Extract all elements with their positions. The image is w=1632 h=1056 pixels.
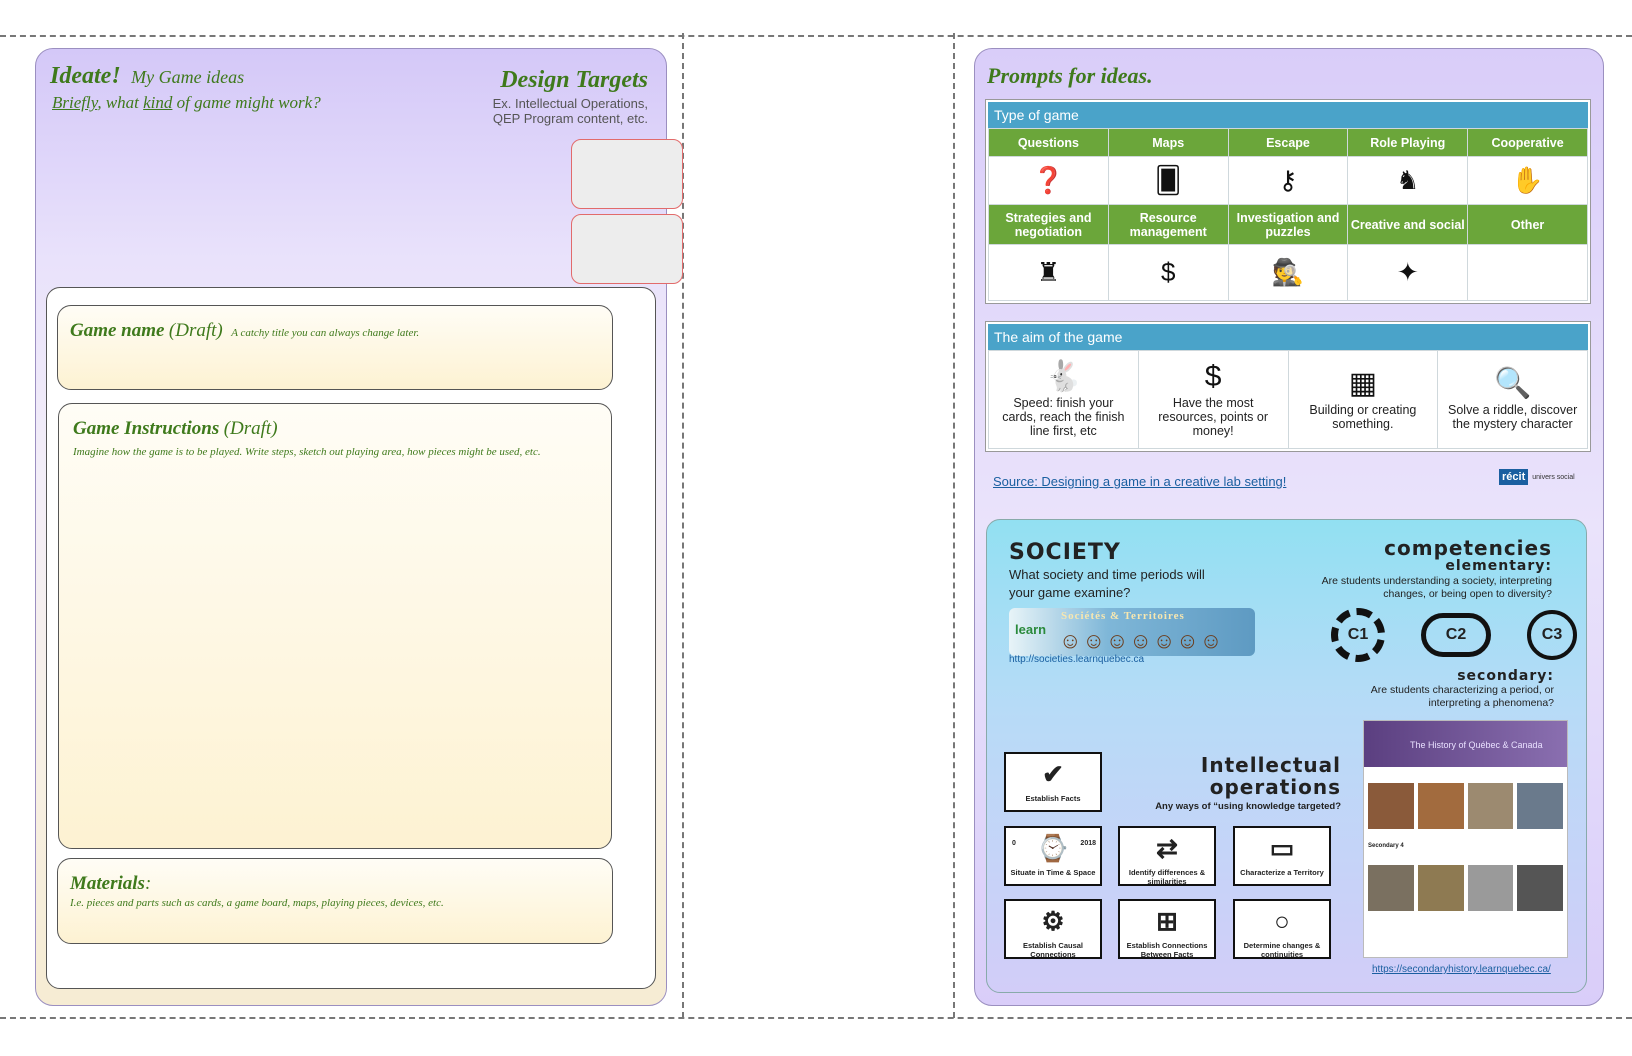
learn-logo: learn [1015,622,1047,637]
wheat-money-icon: $ [1160,257,1176,287]
type-label: Other [1468,205,1588,245]
c2-cycle-icon: C2 [1421,613,1491,657]
io-box-label: Characterize a Territory [1240,868,1324,877]
c1-gear-icon: C1 [1331,608,1385,662]
recit-logo [1499,469,1575,485]
history-url-wrap [1372,964,1551,975]
instructions-heading [73,418,278,440]
type-label: Questions [989,129,1109,157]
instructions-title: Game Instructions [73,418,220,439]
aim-cell [1138,351,1288,449]
io-box-label: Identify differences & similarities [1128,868,1206,886]
recit-logo-sub: univers social [1532,473,1575,481]
kind-text: kind [143,93,173,112]
cut-line-bottom [0,1017,1632,1019]
type-label: Strategies and negotiation [989,205,1109,245]
key-icon: ⚷ [1278,165,1298,195]
chess-rook-icon: ♜ [1036,257,1061,287]
societies-banner[interactable] [1009,608,1255,656]
design-target-box-2[interactable] [571,214,683,284]
design-targets-sub2: QEP Program content, etc. [492,111,648,126]
gears-icon: ⚙ [1041,906,1065,936]
banner-characters-icon: ☺☺☺☺☺☺☺ [1059,628,1224,653]
game-name-title: Game name [70,320,165,341]
ideate-question [52,93,321,113]
money-stack-icon: $ [1204,359,1222,393]
type-label: Creative and social [1348,205,1468,245]
io-box[interactable] [1233,899,1331,959]
prompts-title: Prompts for ideas. [987,63,1153,88]
design-targets [493,67,648,126]
type-grid [988,128,1588,301]
io-title [1141,754,1341,798]
game-name-heading [70,320,419,342]
society-title: SOCIETY [1009,540,1121,565]
aim-cell [1288,351,1438,449]
instructions-draft: (Draft) [223,418,278,439]
history-site-thumbnail[interactable] [1363,720,1568,958]
question-mid: , what [97,93,144,112]
aim-label: Speed: finish your cards, reach the finish line first, etc [1002,395,1125,438]
competency-icons [1331,608,1577,662]
ideate-panel [35,48,667,1006]
society-question: What society and time periods will your game examine? [1009,567,1205,600]
creative-head-icon: ✦ [1396,257,1419,287]
io-title-1: Intellectual [1200,753,1341,777]
aim-of-game-table [985,321,1591,452]
rabbit-icon: 🐇 [1044,359,1083,393]
io-box[interactable] [1004,826,1102,886]
aim-label: Solve a riddle, discover the mystery character [1448,402,1578,431]
type-icon-cell [1348,245,1468,301]
type-label: Investigation and puzzles [1228,205,1348,245]
type-of-game-header: Type of game [988,102,1588,128]
instructions-hint: Imagine how the game is to be played. Write steps, sketch out playing area, how pieces might be used, etc. [73,446,541,458]
changes-icon: ○ [1274,906,1290,936]
cut-line-right [953,33,955,1018]
magnifier-icon: 🔍 [1493,366,1532,400]
connections-icon: ⊞ [1156,906,1178,936]
design-targets-sub1: Ex. Intellectual Operations, [492,96,648,111]
type-icon-cell [989,157,1109,205]
brick-wall-icon: ▦ [1348,366,1378,400]
elementary-title: elementary: [1445,558,1552,574]
history-images-row-2 [1364,851,1567,915]
io-box[interactable] [1118,826,1216,886]
timeline-end: 2018 [1080,840,1096,847]
materials-hint: I.e. pieces and parts such as cards, a game board, maps, playing pieces, devices, etc. [70,897,444,909]
source-link-wrap [993,474,1286,489]
history-url[interactable]: https://secondaryhistory.learnquebec.ca/ [1372,964,1551,975]
io-box-label: Situate in Time & Space [1010,868,1096,877]
type-label: Escape [1228,129,1348,157]
detective-icon: 🕵 [1271,257,1305,287]
history-site-sub: Secondary 4 [1368,843,1404,849]
type-icon-cell [1228,245,1348,301]
type-icon-cell [1108,245,1228,301]
type-label: Maps [1108,129,1228,157]
competencies-title: competencies [1384,536,1552,560]
aim-grid [988,350,1588,449]
society-url[interactable]: http://societies.learnquebec.ca [1009,654,1145,665]
io-box[interactable] [1233,826,1331,886]
aim-label: Have the most resources, points or money! [1158,395,1269,438]
ideate-heading [50,63,244,90]
type-icon-cell [1228,157,1348,205]
io-box[interactable] [1004,899,1102,959]
timeline-icon: ⌚ [1036,833,1070,863]
type-icon-cell [989,245,1109,301]
aim-label: Building or creating something. [1309,402,1417,431]
aim-cell [989,351,1139,449]
history-site-title: The History of Québec & Canada [1364,721,1567,767]
type-icon-cell [1468,157,1588,205]
compare-icon: ⇄ [1156,833,1178,863]
design-target-box-1[interactable] [571,139,683,209]
facts-check-icon: ✔ [1042,759,1064,789]
ideate-subtitle: My Game ideas [131,67,245,87]
history-images-row-1 [1364,767,1567,833]
banner-title: Sociétés & Territoires [1061,610,1185,622]
society-competencies-block [986,519,1587,993]
map-cards-icon: 🂠 [1154,165,1182,195]
briefly-text: Briefly [52,93,98,112]
io-box-label: Establish Connections Between Facts [1126,941,1208,959]
materials-card[interactable] [57,858,613,944]
type-icon-cell [1468,245,1588,301]
question-end: of game might work? [172,93,321,112]
materials-colon: : [144,873,152,894]
game-name-card[interactable] [57,305,613,390]
ideate-title: Ideate! [50,63,121,89]
question-bubble-icon: ❓ [1032,165,1065,195]
prompts-panel [974,48,1604,1006]
type-icon-cell [1348,157,1468,205]
design-targets-title: Design Targets [500,67,648,93]
io-title-2: operations [1209,775,1341,799]
cut-line-top [0,35,1632,37]
secondary-title: secondary: [1457,668,1554,684]
materials-heading [70,873,151,895]
type-of-game-table [985,99,1591,304]
type-label: Cooperative [1468,129,1588,157]
type-icon-cell [1108,157,1228,205]
io-box-label: Determine changes & continuities [1243,941,1321,959]
recit-logo-text: récit [1499,469,1528,485]
handshake-icon: ✋ [1511,165,1544,195]
aim-header: The aim of the game [988,324,1588,350]
game-name-hint: A catchy title you can always change later. [231,327,420,339]
materials-title: Materials [70,873,145,894]
territory-icon: ▭ [1269,833,1295,863]
io-box[interactable] [1004,752,1102,812]
aim-cell [1438,351,1588,449]
secondary-question: Are students characterizing a period, or interpreting a phenomena? [1370,684,1554,709]
elementary-question: Are students understanding a society, interpreting changes, or being open to diversity? [1321,575,1552,600]
source-link[interactable]: Source: Designing a game in a creative lab setting! [993,474,1287,489]
c3-arrows-icon: C3 [1527,610,1577,660]
io-box-label: Establish Causal Connections [1022,941,1084,959]
io-box[interactable] [1118,899,1216,959]
game-instructions-card[interactable] [58,403,612,849]
io-box-label: Establish Facts [1025,794,1081,803]
type-label: Role Playing [1348,129,1468,157]
dragon-icon: ♞ [1396,165,1420,195]
io-subtitle: Any ways of “using knowledge targeted? [1155,801,1341,812]
type-label: Resource management [1108,205,1228,245]
timeline-start: 0 [1012,840,1016,847]
draft-area [46,287,656,989]
game-name-draft: (Draft) [168,320,223,341]
